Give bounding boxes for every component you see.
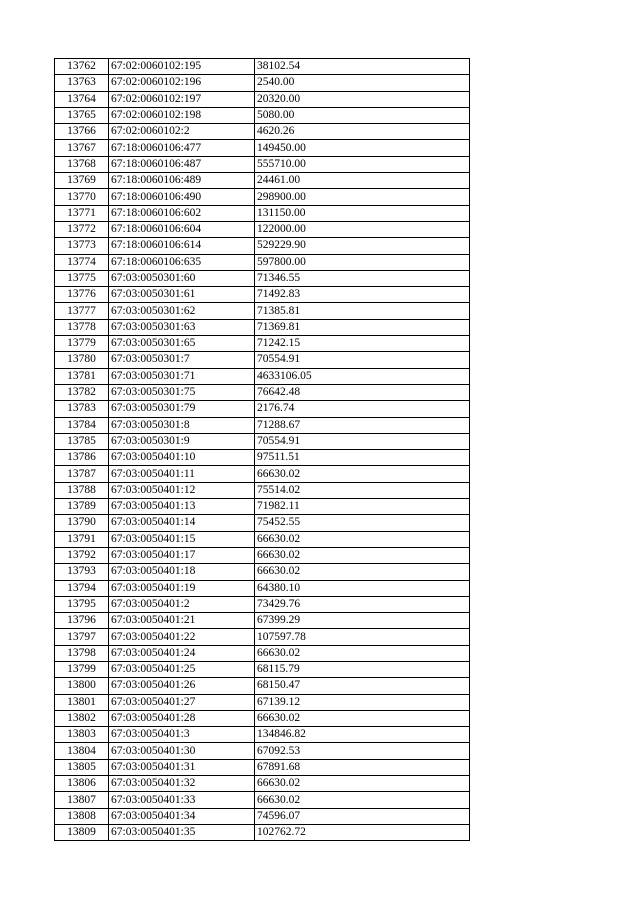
row-number-cell: 13806 xyxy=(55,776,109,792)
cadastral-number-cell: 67:18:0060106:477 xyxy=(109,140,255,156)
table-row xyxy=(55,759,470,775)
cadastral-value-cell: 71982.11 xyxy=(255,499,470,515)
cadastral-value-cell: 5080.00 xyxy=(255,107,470,123)
row-number-cell: 13796 xyxy=(55,613,109,629)
cadastral-number-cell: 67:03:0050301:7 xyxy=(109,352,255,368)
cadastral-number-cell: 67:03:0050401:28 xyxy=(109,710,255,726)
cadastral-value-cell: 67092.53 xyxy=(255,743,470,759)
table-row xyxy=(55,661,470,677)
row-number-cell: 13779 xyxy=(55,336,109,352)
cadastral-value-cell: 66630.02 xyxy=(255,564,470,580)
cadastral-value-cell: 2540.00 xyxy=(255,75,470,91)
table-row xyxy=(55,515,470,531)
cadastral-value-cell: 64380.10 xyxy=(255,580,470,596)
table-row xyxy=(55,645,470,661)
cadastral-number-cell: 67:02:0060102:196 xyxy=(109,75,255,91)
table-row xyxy=(55,678,470,694)
cadastral-number-cell: 67:03:0050301:63 xyxy=(109,319,255,335)
row-number-cell: 13770 xyxy=(55,189,109,205)
cadastral-value-cell: 24461.00 xyxy=(255,173,470,189)
table-row xyxy=(55,352,470,368)
cadastral-number-cell: 67:02:0060102:198 xyxy=(109,107,255,123)
row-number-cell: 13781 xyxy=(55,368,109,384)
cadastral-value-table xyxy=(54,58,470,841)
table-row xyxy=(55,205,470,221)
row-number-cell: 13782 xyxy=(55,384,109,400)
table-row xyxy=(55,613,470,629)
table-body xyxy=(55,59,470,841)
cadastral-value-cell: 2176.74 xyxy=(255,401,470,417)
row-number-cell: 13800 xyxy=(55,678,109,694)
table-row xyxy=(55,482,470,498)
table-row xyxy=(55,776,470,792)
cadastral-value-cell: 68150.47 xyxy=(255,678,470,694)
cadastral-number-cell: 67:03:0050401:30 xyxy=(109,743,255,759)
cadastral-value-cell: 73429.76 xyxy=(255,596,470,612)
table-row xyxy=(55,466,470,482)
row-number-cell: 13808 xyxy=(55,808,109,824)
cadastral-number-cell: 67:03:0050401:13 xyxy=(109,499,255,515)
table-row xyxy=(55,287,470,303)
cadastral-value-cell: 68115.79 xyxy=(255,661,470,677)
row-number-cell: 13784 xyxy=(55,417,109,433)
cadastral-value-cell: 122000.00 xyxy=(255,221,470,237)
row-number-cell: 13774 xyxy=(55,254,109,270)
cadastral-number-cell: 67:03:0050401:10 xyxy=(109,450,255,466)
cadastral-number-cell: 67:03:0050401:17 xyxy=(109,547,255,563)
table-row xyxy=(55,59,470,75)
table-row xyxy=(55,124,470,140)
cadastral-number-cell: 67:03:0050401:15 xyxy=(109,531,255,547)
cadastral-value-cell: 38102.54 xyxy=(255,59,470,75)
cadastral-value-cell: 67139.12 xyxy=(255,694,470,710)
cadastral-number-cell: 67:03:0050301:65 xyxy=(109,336,255,352)
row-number-cell: 13765 xyxy=(55,107,109,123)
row-number-cell: 13807 xyxy=(55,792,109,808)
cadastral-number-cell: 67:18:0060106:489 xyxy=(109,173,255,189)
table-row xyxy=(55,368,470,384)
row-number-cell: 13777 xyxy=(55,303,109,319)
row-number-cell: 13809 xyxy=(55,824,109,840)
row-number-cell: 13766 xyxy=(55,124,109,140)
table-row xyxy=(55,694,470,710)
table-row xyxy=(55,401,470,417)
table-row xyxy=(55,417,470,433)
table-row xyxy=(55,140,470,156)
table-row xyxy=(55,189,470,205)
row-number-cell: 13769 xyxy=(55,173,109,189)
cadastral-number-cell: 67:18:0060106:490 xyxy=(109,189,255,205)
cadastral-number-cell: 67:18:0060106:635 xyxy=(109,254,255,270)
cadastral-value-cell: 71492.83 xyxy=(255,287,470,303)
cadastral-number-cell: 67:03:0050401:18 xyxy=(109,564,255,580)
cadastral-number-cell: 67:03:0050401:21 xyxy=(109,613,255,629)
table-row xyxy=(55,531,470,547)
row-number-cell: 13783 xyxy=(55,401,109,417)
cadastral-number-cell: 67:03:0050401:22 xyxy=(109,629,255,645)
cadastral-value-cell: 102762.72 xyxy=(255,824,470,840)
table-row xyxy=(55,270,470,286)
row-number-cell: 13794 xyxy=(55,580,109,596)
cadastral-value-cell: 4633106.05 xyxy=(255,368,470,384)
cadastral-value-cell: 66630.02 xyxy=(255,531,470,547)
row-number-cell: 13763 xyxy=(55,75,109,91)
table-row xyxy=(55,824,470,840)
cadastral-number-cell: 67:02:0060102:2 xyxy=(109,124,255,140)
table-row xyxy=(55,107,470,123)
cadastral-value-cell: 131150.00 xyxy=(255,205,470,221)
row-number-cell: 13792 xyxy=(55,547,109,563)
row-number-cell: 13790 xyxy=(55,515,109,531)
row-number-cell: 13797 xyxy=(55,629,109,645)
table-row xyxy=(55,710,470,726)
cadastral-number-cell: 67:03:0050301:62 xyxy=(109,303,255,319)
table-row xyxy=(55,221,470,237)
row-number-cell: 13786 xyxy=(55,450,109,466)
cadastral-number-cell: 67:03:0050401:11 xyxy=(109,466,255,482)
cadastral-number-cell: 67:03:0050401:19 xyxy=(109,580,255,596)
table-row xyxy=(55,743,470,759)
table-row xyxy=(55,319,470,335)
cadastral-value-cell: 66630.02 xyxy=(255,547,470,563)
cadastral-number-cell: 67:03:0050401:27 xyxy=(109,694,255,710)
cadastral-number-cell: 67:03:0050401:12 xyxy=(109,482,255,498)
row-number-cell: 13803 xyxy=(55,727,109,743)
table-row xyxy=(55,303,470,319)
row-number-cell: 13801 xyxy=(55,694,109,710)
cadastral-number-cell: 67:03:0050301:8 xyxy=(109,417,255,433)
cadastral-number-cell: 67:18:0060106:602 xyxy=(109,205,255,221)
cadastral-number-cell: 67:02:0060102:195 xyxy=(109,59,255,75)
cadastral-value-cell: 67891.68 xyxy=(255,759,470,775)
row-number-cell: 13793 xyxy=(55,564,109,580)
row-number-cell: 13767 xyxy=(55,140,109,156)
table-row xyxy=(55,580,470,596)
row-number-cell: 13771 xyxy=(55,205,109,221)
cadastral-number-cell: 67:03:0050301:60 xyxy=(109,270,255,286)
cadastral-value-cell: 20320.00 xyxy=(255,91,470,107)
cadastral-number-cell: 67:03:0050401:34 xyxy=(109,808,255,824)
table-row xyxy=(55,808,470,824)
cadastral-number-cell: 67:03:0050401:35 xyxy=(109,824,255,840)
cadastral-value-cell: 529229.90 xyxy=(255,238,470,254)
row-number-cell: 13789 xyxy=(55,499,109,515)
cadastral-number-cell: 67:03:0050401:24 xyxy=(109,645,255,661)
cadastral-value-cell: 555710.00 xyxy=(255,156,470,172)
table-row xyxy=(55,564,470,580)
cadastral-value-cell: 70554.91 xyxy=(255,433,470,449)
cadastral-value-cell: 71369.81 xyxy=(255,319,470,335)
cadastral-number-cell: 67:02:0060102:197 xyxy=(109,91,255,107)
table-row xyxy=(55,433,470,449)
table-row xyxy=(55,596,470,612)
row-number-cell: 13775 xyxy=(55,270,109,286)
cadastral-number-cell: 67:03:0050401:31 xyxy=(109,759,255,775)
table-row xyxy=(55,727,470,743)
cadastral-value-cell: 76642.48 xyxy=(255,384,470,400)
cadastral-value-cell: 66630.02 xyxy=(255,792,470,808)
row-number-cell: 13788 xyxy=(55,482,109,498)
row-number-cell: 13787 xyxy=(55,466,109,482)
cadastral-number-cell: 67:03:0050401:25 xyxy=(109,661,255,677)
cadastral-number-cell: 67:03:0050401:14 xyxy=(109,515,255,531)
cadastral-value-cell: 298900.00 xyxy=(255,189,470,205)
cadastral-value-cell: 70554.91 xyxy=(255,352,470,368)
row-number-cell: 13799 xyxy=(55,661,109,677)
cadastral-value-cell: 71288.67 xyxy=(255,417,470,433)
cadastral-number-cell: 67:18:0060106:614 xyxy=(109,238,255,254)
cadastral-value-cell: 74596.07 xyxy=(255,808,470,824)
cadastral-value-cell: 97511.51 xyxy=(255,450,470,466)
cadastral-number-cell: 67:18:0060106:487 xyxy=(109,156,255,172)
row-number-cell: 13805 xyxy=(55,759,109,775)
cadastral-value-cell: 71385.81 xyxy=(255,303,470,319)
cadastral-value-cell: 71346.55 xyxy=(255,270,470,286)
table-row xyxy=(55,75,470,91)
table-row xyxy=(55,91,470,107)
row-number-cell: 13804 xyxy=(55,743,109,759)
cadastral-value-cell: 66630.02 xyxy=(255,645,470,661)
cadastral-value-cell: 597800.00 xyxy=(255,254,470,270)
table-row xyxy=(55,629,470,645)
cadastral-number-cell: 67:03:0050301:79 xyxy=(109,401,255,417)
table-row xyxy=(55,254,470,270)
cadastral-value-cell: 75514.02 xyxy=(255,482,470,498)
cadastral-number-cell: 67:03:0050301:9 xyxy=(109,433,255,449)
row-number-cell: 13802 xyxy=(55,710,109,726)
cadastral-value-cell: 149450.00 xyxy=(255,140,470,156)
row-number-cell: 13780 xyxy=(55,352,109,368)
table-row xyxy=(55,792,470,808)
row-number-cell: 13764 xyxy=(55,91,109,107)
row-number-cell: 13778 xyxy=(55,319,109,335)
cadastral-number-cell: 67:03:0050401:3 xyxy=(109,727,255,743)
cadastral-number-cell: 67:03:0050301:75 xyxy=(109,384,255,400)
cadastral-value-cell: 71242.15 xyxy=(255,336,470,352)
cadastral-value-cell: 75452.55 xyxy=(255,515,470,531)
table-row xyxy=(55,173,470,189)
cadastral-value-cell: 134846.82 xyxy=(255,727,470,743)
table-row xyxy=(55,547,470,563)
row-number-cell: 13773 xyxy=(55,238,109,254)
cadastral-value-cell: 107597.78 xyxy=(255,629,470,645)
table-row xyxy=(55,384,470,400)
cadastral-value-cell: 66630.02 xyxy=(255,710,470,726)
row-number-cell: 13785 xyxy=(55,433,109,449)
table-row xyxy=(55,238,470,254)
cadastral-number-cell: 67:18:0060106:604 xyxy=(109,221,255,237)
cadastral-number-cell: 67:03:0050401:33 xyxy=(109,792,255,808)
cadastral-number-cell: 67:03:0050301:61 xyxy=(109,287,255,303)
table-row xyxy=(55,156,470,172)
row-number-cell: 13776 xyxy=(55,287,109,303)
cadastral-number-cell: 67:03:0050301:71 xyxy=(109,368,255,384)
row-number-cell: 13798 xyxy=(55,645,109,661)
cadastral-number-cell: 67:03:0050401:2 xyxy=(109,596,255,612)
cadastral-number-cell: 67:03:0050401:32 xyxy=(109,776,255,792)
row-number-cell: 13768 xyxy=(55,156,109,172)
cadastral-value-cell: 66630.02 xyxy=(255,776,470,792)
table-row xyxy=(55,450,470,466)
cadastral-value-cell: 67399.29 xyxy=(255,613,470,629)
cadastral-number-cell: 67:03:0050401:26 xyxy=(109,678,255,694)
row-number-cell: 13772 xyxy=(55,221,109,237)
cadastral-value-cell: 66630.02 xyxy=(255,466,470,482)
row-number-cell: 13762 xyxy=(55,59,109,75)
row-number-cell: 13791 xyxy=(55,531,109,547)
table-row xyxy=(55,336,470,352)
table-row xyxy=(55,499,470,515)
cadastral-value-cell: 4620.26 xyxy=(255,124,470,140)
row-number-cell: 13795 xyxy=(55,596,109,612)
